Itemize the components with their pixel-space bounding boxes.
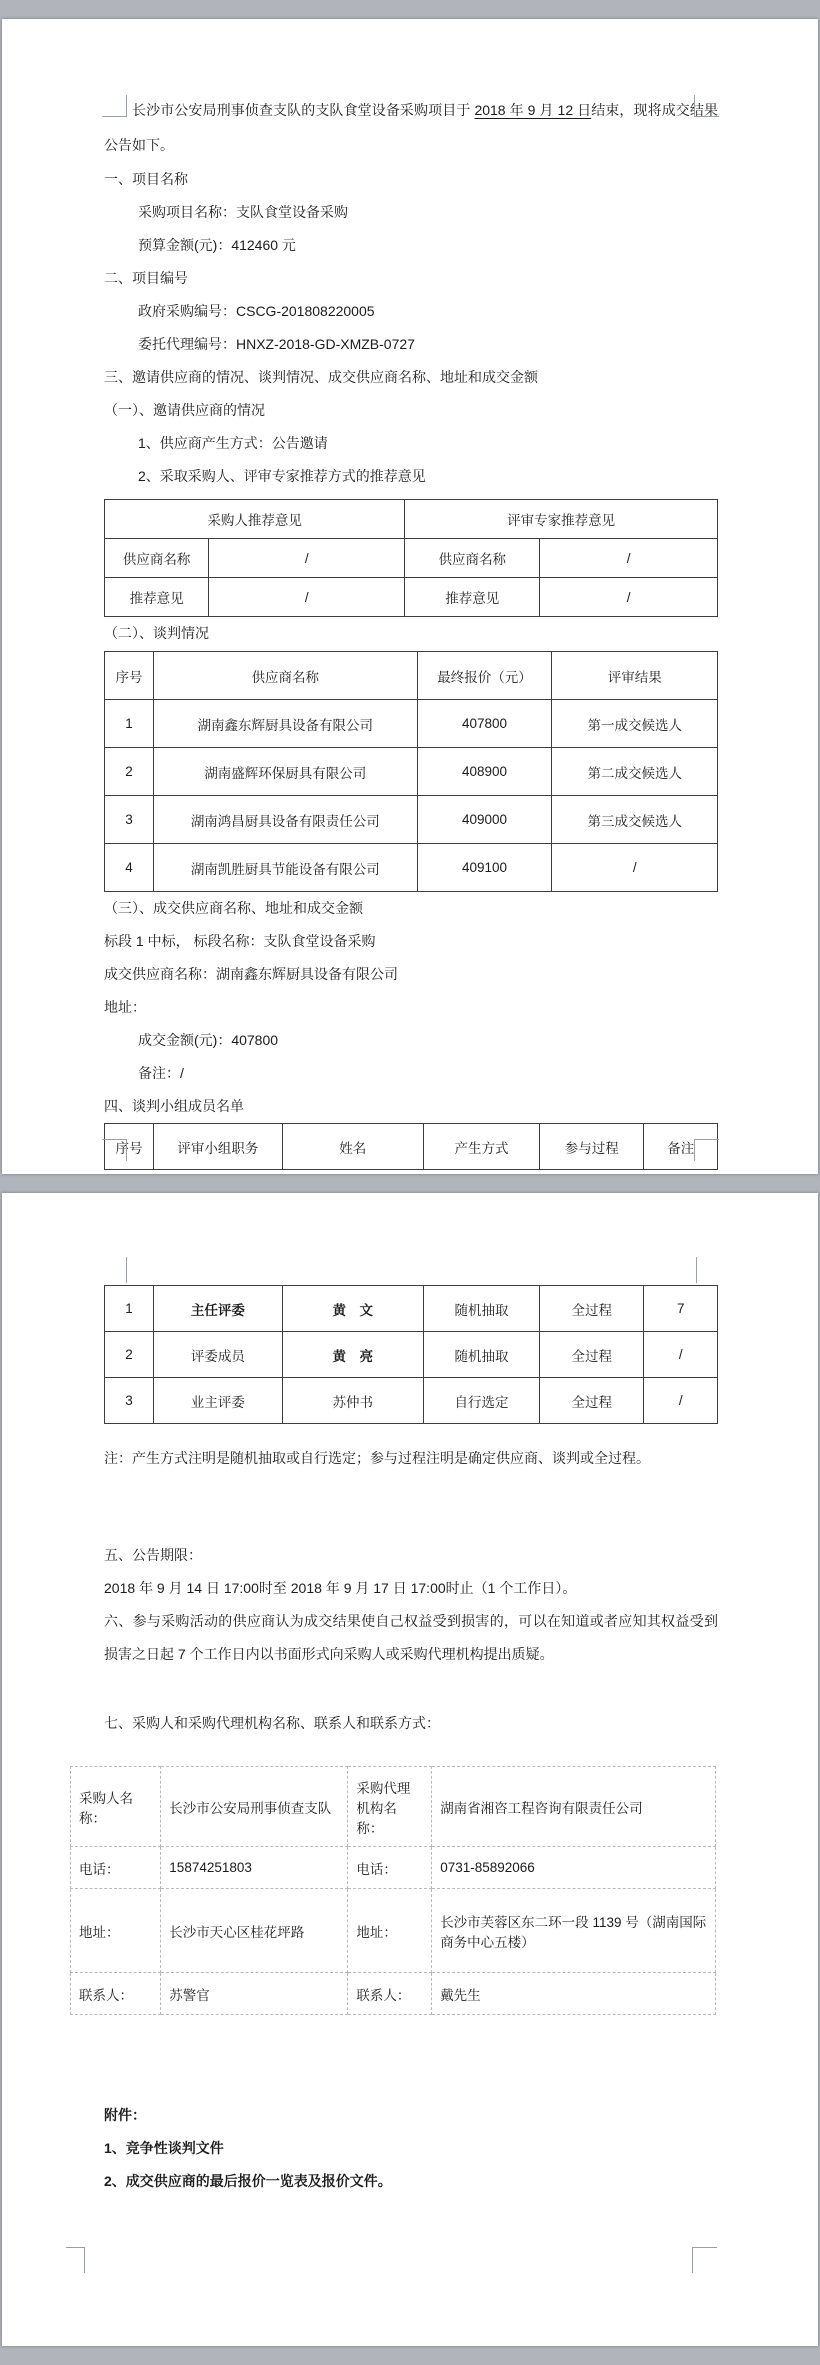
table-cell: 2: [105, 748, 154, 796]
table-cell: 湖南鑫东辉厨具设备有限公司: [154, 700, 418, 748]
announcement-period-line: 2018 年 9 月 14 日 17:00时至 2018 年 9 月 17 日 17:00时止（1 个工作日）。: [104, 1580, 577, 1596]
page-2-content: [2, 1193, 818, 2198]
table-cell: /: [552, 844, 718, 892]
table-row: [105, 539, 718, 578]
table-header-row: [105, 1124, 718, 1170]
table-cell: 长沙市天心区桂花坪路: [161, 1889, 348, 1973]
crop-mark-top-right: [696, 1257, 697, 1283]
table-cell: 苏仲书: [282, 1378, 423, 1424]
page-1-content: [2, 19, 818, 1170]
attachment-item-2: 2、成交供应商的最后报价一览表及报价文件。: [104, 2173, 392, 2189]
table-cell: 随机抽取: [423, 1332, 539, 1378]
table-cell: 地址：: [71, 1889, 161, 1973]
table-cell: 产生方式: [423, 1124, 539, 1170]
table-cell: /: [540, 539, 718, 578]
table-cell: 408900: [417, 748, 552, 796]
table-cell: 推荐意见: [105, 578, 209, 617]
table-row: [71, 1767, 716, 1847]
table-row: [71, 1847, 716, 1889]
table-cell: 1: [105, 1286, 154, 1332]
section3-sub1-title: （一）、邀请供应商的情况: [104, 402, 265, 418]
crop-mark-bottom-right: [692, 2247, 717, 2273]
table-cell: 主任评委: [154, 1286, 283, 1332]
table-cell: 地址：: [348, 1889, 432, 1973]
table-row: [105, 1378, 718, 1424]
table-cell: 评审结果: [552, 652, 718, 700]
budget-line: 预算金额(元)：412460 元: [138, 237, 296, 253]
intro-text-start: 长沙市公安局刑事侦查支队的支队食堂设备采购项目于: [132, 102, 475, 118]
section7-title: 七、采购人和采购代理机构名称、联系人和联系方式：: [104, 1715, 440, 1731]
table-cell: 推荐意见: [405, 578, 540, 617]
recommendation-table: [104, 499, 718, 617]
section4-title: 四、谈判小组成员名单: [104, 1098, 244, 1114]
crop-mark-top-left: [102, 95, 127, 117]
table-cell: 3: [105, 1378, 154, 1424]
winner-line: 成交供应商名称：湖南鑫东辉厨具设备有限公司: [104, 966, 398, 982]
table-cell: 序号: [105, 1124, 154, 1170]
table-cell: 湖南鸿昌厨具设备有限责任公司: [154, 796, 418, 844]
table-cell: 3: [105, 796, 154, 844]
table-row: [105, 796, 718, 844]
attachments-title: 附件：: [104, 2107, 146, 2123]
table-row: [105, 578, 718, 617]
section1-title: 一、项目名称: [104, 171, 188, 187]
table-row: [105, 844, 718, 892]
crop-mark-bottom-left: [66, 2247, 85, 2273]
table-cell: 参与过程: [540, 1124, 644, 1170]
remark-line: 备注：/: [138, 1065, 184, 1081]
table-cell: 联系人：: [348, 1973, 432, 2015]
table-cell: 序号: [105, 652, 154, 700]
table-cell: 第二成交候选人: [552, 748, 718, 796]
table-cell: 7: [644, 1286, 718, 1332]
table-cell: 评审专家推荐意见: [405, 500, 718, 539]
table-row: [105, 500, 718, 539]
table-cell: 供应商名称: [105, 539, 209, 578]
table-cell: 1: [105, 700, 154, 748]
table-row: [105, 700, 718, 748]
table-cell: 苏警官: [161, 1973, 348, 2015]
intro-paragraph: [104, 93, 718, 163]
table-cell: 戴先生: [432, 1973, 716, 2015]
project-name-line: 采购项目名称：支队食堂设备采购: [138, 204, 348, 220]
table-cell: 第三成交候选人: [552, 796, 718, 844]
table-row: [105, 1286, 718, 1332]
table-cell: 0731-85892066: [432, 1847, 716, 1889]
table-row: [71, 1973, 716, 2015]
table-cell: /: [209, 539, 405, 578]
table-cell: 2: [105, 1332, 154, 1378]
table-row: [71, 1889, 716, 1973]
table-cell: 供应商名称: [154, 652, 418, 700]
table-cell: 湖南盛辉环保厨具有限公司: [154, 748, 418, 796]
table-cell: 供应商名称: [405, 539, 540, 578]
panel-note: 注：产生方式注明是随机抽取或自行选定；参与过程注明是确定供应商、谈判或全过程。: [104, 1450, 650, 1466]
table-cell: 最终报价（元）: [417, 652, 552, 700]
table-cell: 评委成员: [154, 1332, 283, 1378]
table-cell: 采购人名称：: [71, 1767, 161, 1847]
section3-sub2-title: （二）、谈判情况: [104, 625, 209, 641]
crop-mark-top-right: [694, 95, 719, 117]
negotiation-table: [104, 651, 718, 892]
table-cell: 湖南省湘咨工程咨询有限责任公司: [432, 1767, 716, 1847]
table-cell: 黄 亮: [282, 1332, 423, 1378]
table-cell: /: [209, 578, 405, 617]
table-cell: 409000: [417, 796, 552, 844]
table-cell: 15874251803: [161, 1847, 348, 1889]
contact-table: [70, 1766, 716, 2015]
section3-title: 三、邀请供应商的情况、谈判情况、成交供应商名称、地址和成交金额: [104, 369, 538, 385]
attachment-item-1: 1、竞争性谈判文件: [104, 2140, 224, 2156]
section5-title: 五、公告期限：: [104, 1547, 202, 1563]
table-cell: 黄 文: [282, 1286, 423, 1332]
table-cell: 409100: [417, 844, 552, 892]
table-cell: 4: [105, 844, 154, 892]
table-cell: 采购代理机构名称：: [348, 1767, 432, 1847]
table-cell: 407800: [417, 700, 552, 748]
panel-table-header: [104, 1123, 718, 1170]
table-row: [105, 1332, 718, 1378]
table-header-row: [105, 652, 718, 700]
table-cell: 全过程: [540, 1378, 644, 1424]
document-page-2: [2, 1193, 818, 2346]
table-cell: /: [540, 578, 718, 617]
table-cell: 业主评委: [154, 1378, 283, 1424]
table-cell: 电话：: [71, 1847, 161, 1889]
table-cell: 联系人：: [71, 1973, 161, 2015]
table-cell: 备注: [644, 1124, 718, 1170]
recommend-method-line: 2、采取采购人、评审专家推荐方式的推荐意见: [138, 468, 426, 484]
table-cell: 长沙市芙蓉区东二环一段 1139 号（湖南国际商务中心五楼）: [432, 1889, 716, 1973]
crop-mark-bottom-left: [102, 1139, 127, 1161]
section6-paragraph: 六、参与采购活动的供应商认为成交结果使自己权益受到损害的，可以在知道或者应知其权益受到损害之日起 7 个工作日内以书面形式向采购人或采购代理机构提出质疑。: [104, 1613, 718, 1662]
address-label-line: 地址：: [104, 999, 146, 1015]
table-cell: 第一成交候选人: [552, 700, 718, 748]
section2-title: 二、项目编号: [104, 270, 188, 286]
intro-date-underlined: 2018 年 9 月 12 日: [474, 102, 592, 118]
crop-mark-top-left: [126, 1257, 127, 1283]
table-cell: 自行选定: [423, 1378, 539, 1424]
section3-sub3-title: （三）、成交供应商名称、地址和成交金额: [104, 900, 363, 916]
table-cell: 长沙市公安局刑事侦查支队: [161, 1767, 348, 1847]
panel-table-continuation: [104, 1285, 718, 1424]
gov-code-line: 政府采购编号：CSCG-201808220005: [138, 303, 375, 319]
amount-line: 成交金额(元)：407800: [138, 1032, 279, 1048]
table-row: [105, 748, 718, 796]
table-cell: 全过程: [540, 1286, 644, 1332]
intro-text-end: 结束，现将成交结果公告如下。: [104, 102, 719, 153]
table-cell: 湖南凯胜厨具节能设备有限公司: [154, 844, 418, 892]
table-cell: 随机抽取: [423, 1286, 539, 1332]
table-cell: 评审小组职务: [154, 1124, 283, 1170]
table-cell: 姓名: [282, 1124, 423, 1170]
table-cell: 采购人推荐意见: [105, 500, 405, 539]
table-cell: /: [644, 1332, 718, 1378]
supplier-method-line: 1、供应商产生方式：公告邀请: [138, 435, 328, 451]
lot-line: 标段 1 中标， 标段名称：支队食堂设备采购: [104, 933, 376, 949]
agency-code-line: 委托代理编号：HNXZ-2018-GD-XMZB-0727: [138, 336, 415, 352]
document-page-1: [2, 19, 818, 1174]
crop-mark-bottom-right: [694, 1139, 719, 1161]
table-cell: /: [644, 1378, 718, 1424]
table-cell: 全过程: [540, 1332, 644, 1378]
table-cell: 电话：: [348, 1847, 432, 1889]
